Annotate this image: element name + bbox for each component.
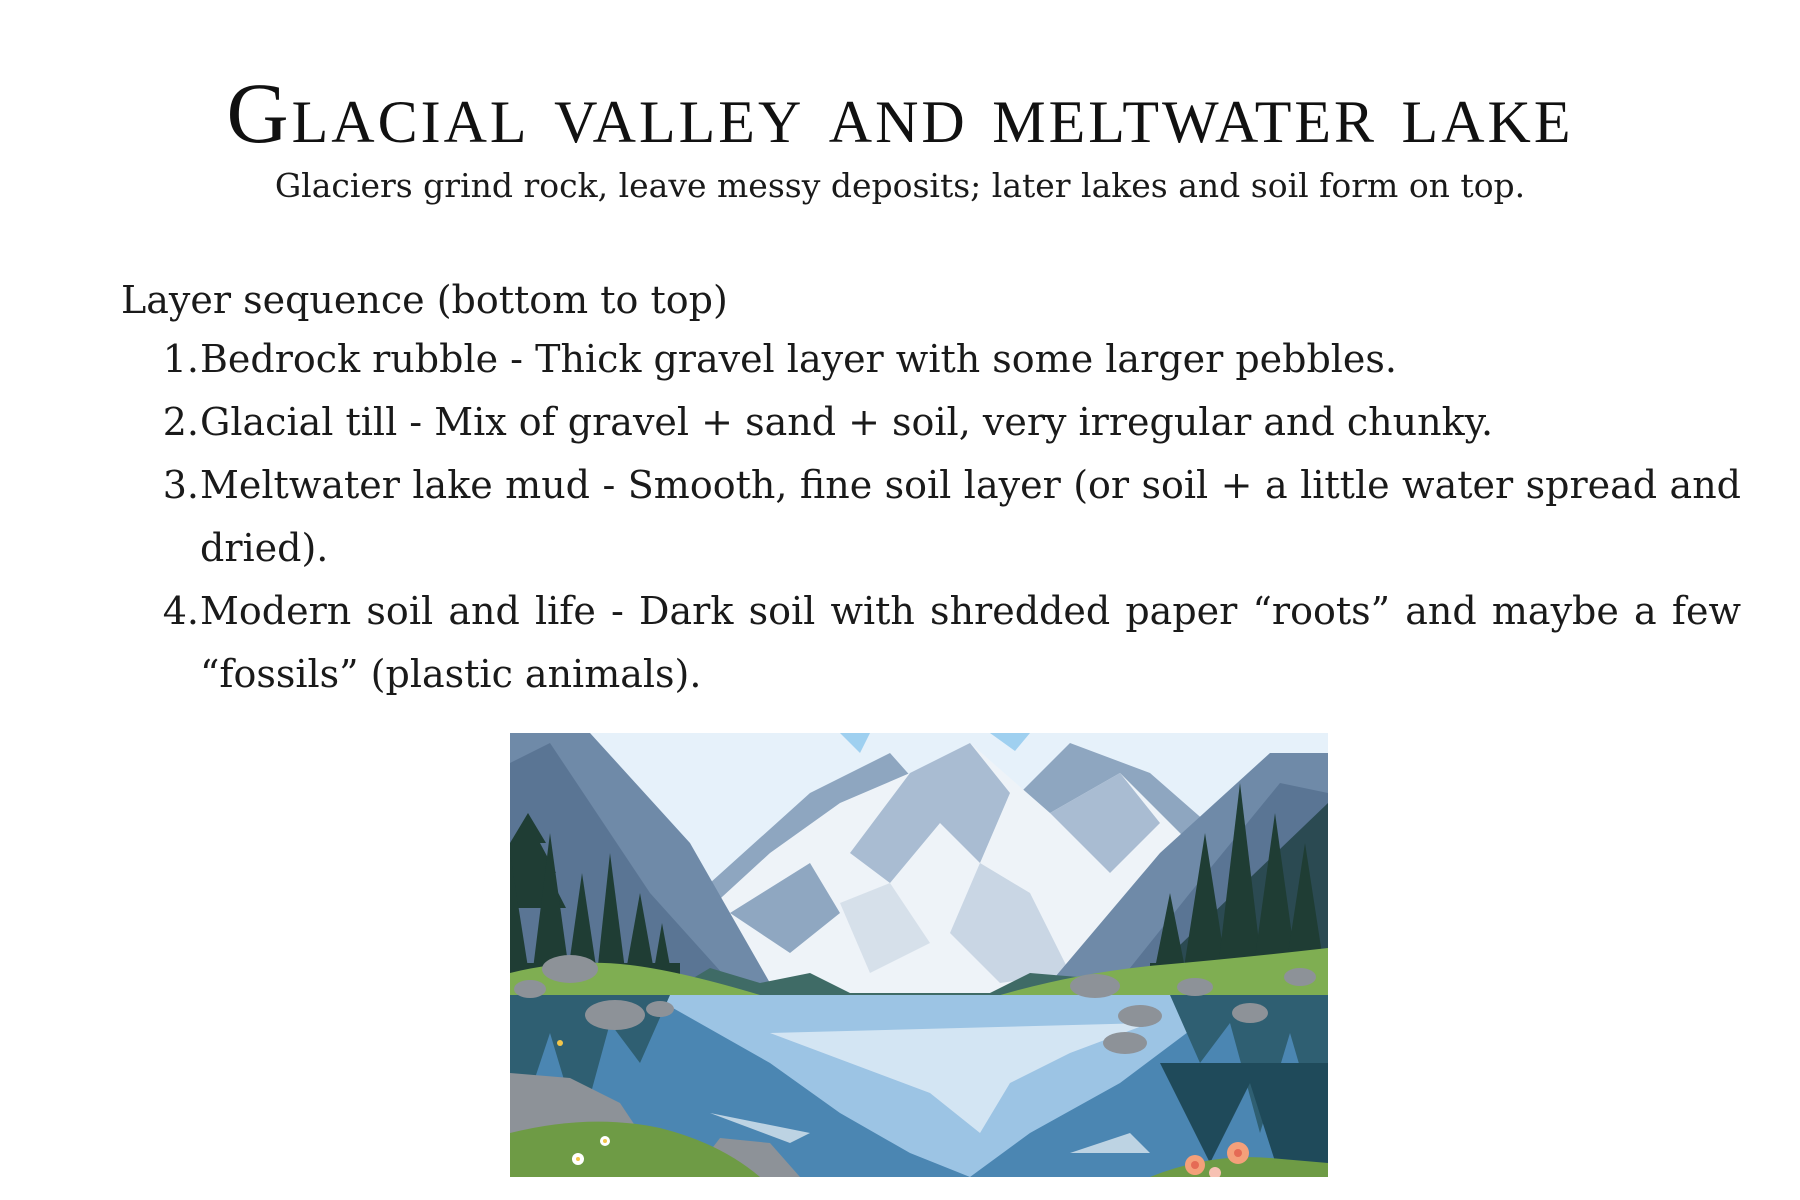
list-item-number: 4.	[162, 588, 199, 633]
list-item-modern-soil	[121, 580, 1741, 706]
layer-sequence-section	[121, 278, 1741, 706]
list-item-text: Bedrock rubble - Thick gravel layer with some larger pebbles.	[200, 336, 1397, 381]
page-title: Glacial valley and meltwater lake	[226, 65, 1574, 161]
list-item-number: 1.	[162, 336, 199, 381]
page-subtitle: Glaciers grind rock, leave messy deposits; later lakes and soil form on top.	[274, 166, 1526, 205]
section-heading: Layer sequence (bottom to top)	[121, 278, 728, 322]
list-item-number: 3.	[162, 462, 199, 507]
list-item-meltwater-lake-mud	[121, 454, 1741, 580]
list-item-text: Modern soil and life - Dark soil with shredded paper “roots” and maybe a few “fossils” (plastic animals).	[200, 588, 1741, 696]
list-item-number: 2.	[162, 399, 199, 444]
list-item-text: Glacial till - Mix of gravel + sand + soil, very irregular and chunky.	[200, 399, 1494, 444]
list-item-text: Meltwater lake mud - Smooth, fine soil layer (or soil + a little water spread and dried).	[200, 462, 1741, 570]
list-item-bedrock-rubble	[121, 328, 1741, 391]
layer-list	[121, 328, 1741, 706]
list-item-glacial-till	[121, 391, 1741, 454]
glacial-valley-illustration	[510, 733, 1328, 1177]
mountain-lake-image	[510, 733, 1328, 1177]
